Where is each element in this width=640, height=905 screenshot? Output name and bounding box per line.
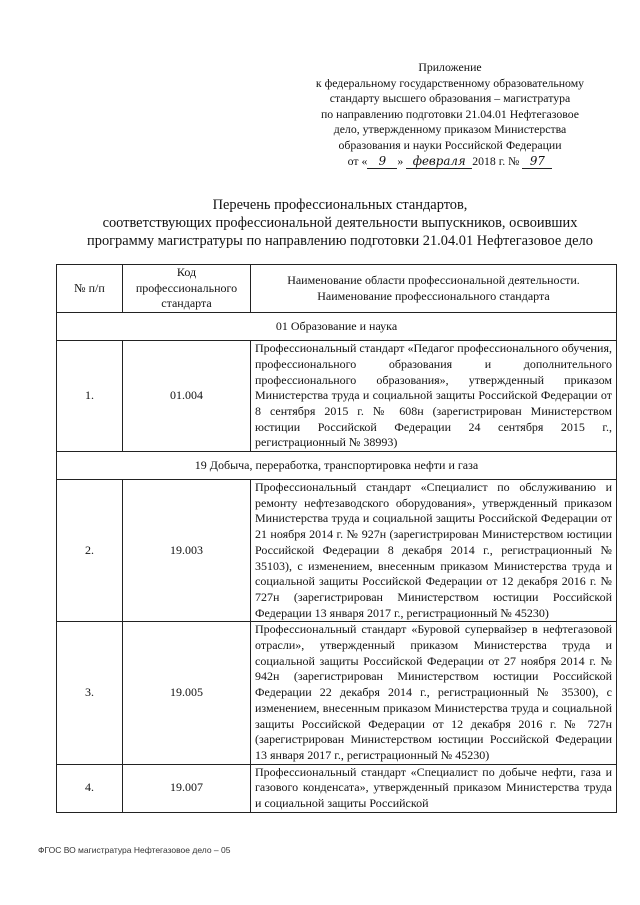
table-row xyxy=(57,341,617,452)
handwritten-month: февраля xyxy=(406,155,472,169)
row-code: 19.003 xyxy=(123,480,251,622)
row-num: 4. xyxy=(57,764,123,812)
standards-table xyxy=(56,264,617,813)
header-code: Код профессионального стандарта xyxy=(123,265,251,313)
header-line: Приложение xyxy=(418,60,482,74)
table-row xyxy=(57,480,617,622)
row-num: 3. xyxy=(57,622,123,764)
row-code: 19.007 xyxy=(123,764,251,812)
title-line: программу магистратуры по направлению подготовки 21.04.01 Нефтегазовое дело xyxy=(87,233,593,250)
date-year: 2018 г. № xyxy=(472,153,520,168)
header-line: дело, утвержденному приказом Министерства xyxy=(333,122,567,137)
handwritten-number: 97 xyxy=(522,155,552,169)
title-line: Перечень профессиональных стандартов, xyxy=(212,197,468,213)
table-header-row xyxy=(57,265,617,313)
header-line: стандарту высшего образования – магистратура xyxy=(329,91,571,106)
row-code: 01.004 xyxy=(123,341,251,452)
table-row xyxy=(57,764,617,812)
document-title xyxy=(40,196,640,251)
row-text: Профессиональный стандарт «Буровой супервайзер в нефтегазовой отрасли», утвержденный приказом Министерства труда и социальной защиты Российской Федерации от 27 ноября 2014 г. № 942н (зарегистрирован Министерством юстиции Российской Федерации 22 декабря 2014 г., регистрационный № 35300), с изменением, внесенным приказом Министерства труда и социальной защиты Российской Федерации от 12 декабря 2016 г. № 727н (зарегистрирован Министерством юстиции Российской Федерации 13 января 2017 г., регистрационный № 45230) xyxy=(251,622,617,764)
header-line: по направлению подготовки 21.04.01 Нефтегазовое xyxy=(320,106,580,121)
header-num: № п/п xyxy=(57,265,123,313)
handwritten-day: 9 xyxy=(367,155,397,169)
row-text: Профессиональный стандарт «Специалист по обслуживанию и ремонту нефтезаводского оборудования», утвержденный приказом Министерства труда и социальной защиты Российской Федерации от 21 ноября 2014 г. № 927н (зарегистрирован Министерством юстиции Российской Федерации 8 декабря 2014 г., регистрационный № 35103), с изменением, внесенным приказом Министерства труда и социальной защиты Российской Федерации от 12 декабря 2016 г. № 727н (зарегистрирован Министерством юстиции Российской Федерации 13 января 2017 г., регистрационный № 45230) xyxy=(251,480,617,622)
section-row xyxy=(57,313,617,341)
appendix-header xyxy=(300,60,600,169)
table-row xyxy=(57,622,617,764)
title-line: соответствующих профессиональной деятельности выпускников, освоивших xyxy=(102,215,578,232)
date-prefix: от « xyxy=(347,153,368,168)
section-title: 19 Добыча, переработка, транспортировка нефти и газа xyxy=(57,452,617,480)
row-num: 1. xyxy=(57,341,123,452)
header-line: к федеральному государственному образовательному xyxy=(315,75,585,90)
header-line: образования и науки Российской Федерации xyxy=(338,137,562,152)
row-num: 2. xyxy=(57,480,123,622)
header-name: Наименование области профессиональной деятельности. Наименование профессионального стандарта xyxy=(251,265,617,313)
section-title: 01 Образование и наука xyxy=(57,313,617,341)
page-footer: ФГОС ВО магистратура Нефтегазовое дело – 05 xyxy=(38,845,231,855)
row-text: Профессиональный стандарт «Педагог профессионального обучения, профессионального образования и дополнительного профессионального образования», утвержденный приказом Министерства труда и социальной защиты Российской Федерации от 8 сентября 2015 г. № 608н (зарегистрирован Министерством юстиции Российской Федерации 24 сентября 2015 г., регистрационный № 38993) xyxy=(251,341,617,452)
section-row xyxy=(57,452,617,480)
row-text: Профессиональный стандарт «Специалист по добыче нефти, газа и газового конденсата», утвержденный приказом Министерства труда и социальной защиты Российской xyxy=(251,764,617,812)
row-code: 19.005 xyxy=(123,622,251,764)
date-mid: » xyxy=(397,153,404,168)
order-date-line xyxy=(300,154,600,170)
